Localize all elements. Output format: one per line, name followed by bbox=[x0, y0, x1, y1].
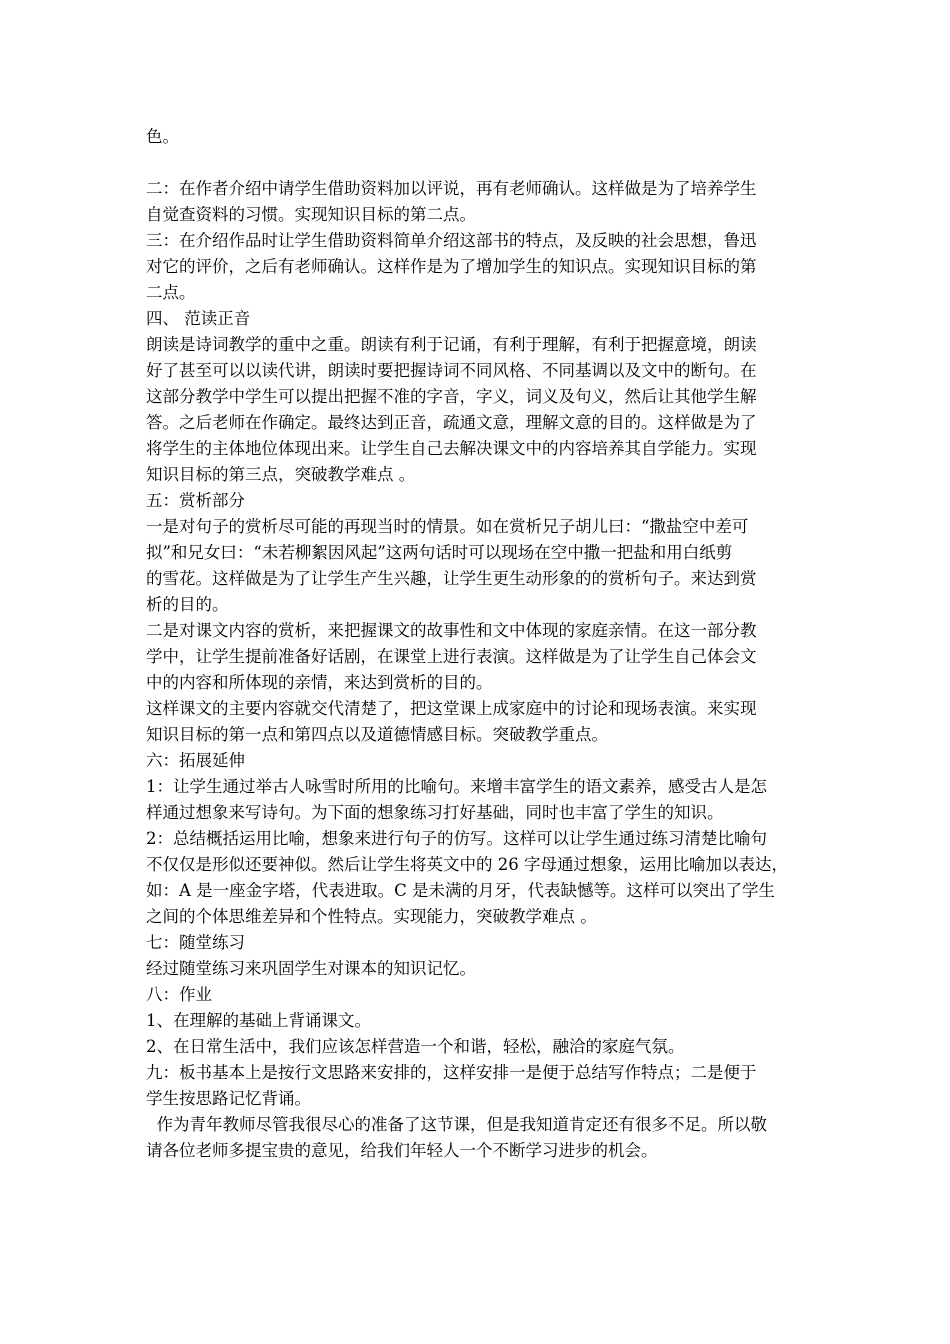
text-line: 朗读是诗词教学的重中之重。朗读有利于记诵，有利于理解，有利于把握意境，朗读 bbox=[146, 335, 757, 354]
text-line: 学中，让学生提前准备好话剧，在课堂上进行表演。这样做是为了让学生自己体会文 bbox=[146, 647, 757, 666]
text-line: 知识目标的第一点和第四点以及道德情感目标。突破教学重点。 bbox=[146, 725, 608, 744]
text-line: 不仅仅是形似还要神似。然后让学生将英文中的 26 字母通过想象，运用比喻加以表达， bbox=[146, 855, 788, 874]
text-line: 之间的个体思维差异和个性特点。实现能力，突破教学难点 。 bbox=[146, 907, 597, 926]
text-line: 这样课文的主要内容就交代清楚了，把这堂课上成家庭中的讨论和现场表演。来实现 bbox=[146, 699, 757, 718]
text-line: 二点。 bbox=[146, 283, 196, 302]
text-line: 九：板书基本上是按行文思路来安排的，这样安排一是便于总结写作特点；二是便于 bbox=[146, 1063, 757, 1082]
text-line: 样通过想象来写诗句。为下面的想象练习打好基础，同时也丰富了学生的知识。 bbox=[146, 803, 724, 822]
text-line: 二：在作者介绍中请学生借助资料加以评说，再有老师确认。这样做是为了培养学生 bbox=[146, 179, 757, 198]
section-heading: 七：随堂练习 bbox=[146, 933, 245, 952]
section-heading: 六：拓展延伸 bbox=[146, 751, 245, 770]
text-line: 1：让学生通过举古人咏雪时所用的比喻句。来增丰富学生的语文素养，感受古人是怎 bbox=[146, 777, 767, 796]
section-heading: 五：赏析部分 bbox=[146, 491, 245, 510]
text-line: 经过随堂练习来巩固学生对课本的知识记忆。 bbox=[146, 959, 476, 978]
text-line: 学生按思路记忆背诵。 bbox=[146, 1089, 311, 1108]
text-line: 一是对句子的赏析尽可能的再现当时的情景。如在赏析兄子胡儿曰：“撒盐空中差可 bbox=[146, 517, 749, 536]
text-line: 知识目标的第三点，突破教学难点 。 bbox=[146, 465, 416, 484]
text-line: 2、在日常生活中，我们应该怎样营造一个和谐，轻松，融洽的家庭气氛。 bbox=[146, 1037, 685, 1056]
text-line: 三：在介绍作品时让学生借助资料简单介绍这部书的特点，及反映的社会思想，鲁迅 bbox=[146, 231, 757, 250]
text-line: 1、在理解的基础上背诵课文。 bbox=[146, 1011, 371, 1030]
section-heading: 八：作业 bbox=[146, 985, 212, 1004]
blank-line bbox=[146, 150, 812, 176]
text-line: 好了甚至可以以读代讲，朗读时要把握诗词不同风格、不同基调以及文中的断句。在 bbox=[146, 361, 757, 380]
text-line: 二是对课文内容的赏析，来把握课文的故事性和文中体现的家庭亲情。在这一部分教 bbox=[146, 621, 757, 640]
text-line: 请各位老师多提宝贵的意见，给我们年轻人一个不断学习进步的机会。 bbox=[146, 1141, 658, 1160]
text-line: 析的目的。 bbox=[146, 595, 229, 614]
text-line: 的雪花。这样做是为了让学生产生兴趣，让学生更生动形象的的赏析句子。来达到赏 bbox=[146, 569, 757, 588]
text-line: 这部分教学中学生可以提出把握不准的字音，字义，词义及句义，然后让其他学生解 bbox=[146, 387, 757, 406]
text-line: 拟”和兄女曰：“未若柳絮因风起”这两句话时可以现场在空中撒一把盐和用白纸剪 bbox=[146, 543, 733, 562]
text-line: 作为青年教师尽管我很尽心的准备了这节课，但是我知道肯定还有很多不足。所以敬 bbox=[146, 1115, 767, 1134]
text-line: 中的内容和所体现的亲情，来达到赏析的目的。 bbox=[146, 673, 493, 692]
text-line: 将学生的主体地位体现出来。让学生自己去解决课文中的内容培养其自学能力。实现 bbox=[146, 439, 757, 458]
text-line: 对它的评价，之后有老师确认。这样作是为了增加学生的知识点。实现知识目标的第 bbox=[146, 257, 757, 276]
text-line: 自觉查资料的习惯。实现知识目标的第二点。 bbox=[146, 205, 476, 224]
text-line: 2：总结概括运用比喻，想象来进行句子的仿写。这样可以让学生通过练习清楚比喻句 bbox=[146, 829, 767, 848]
text-line: 色。 bbox=[146, 127, 179, 146]
document-body bbox=[146, 124, 812, 1164]
text-line: 如：A 是一座金字塔，代表进取。C 是未满的月牙，代表缺憾等。这样可以突出了学生 bbox=[146, 881, 776, 900]
section-heading: 四、 范读正音 bbox=[146, 309, 251, 328]
text-line: 答。之后老师在作确定。最终达到正音，疏通文意，理解文意的目的。这样做是为了 bbox=[146, 413, 757, 432]
